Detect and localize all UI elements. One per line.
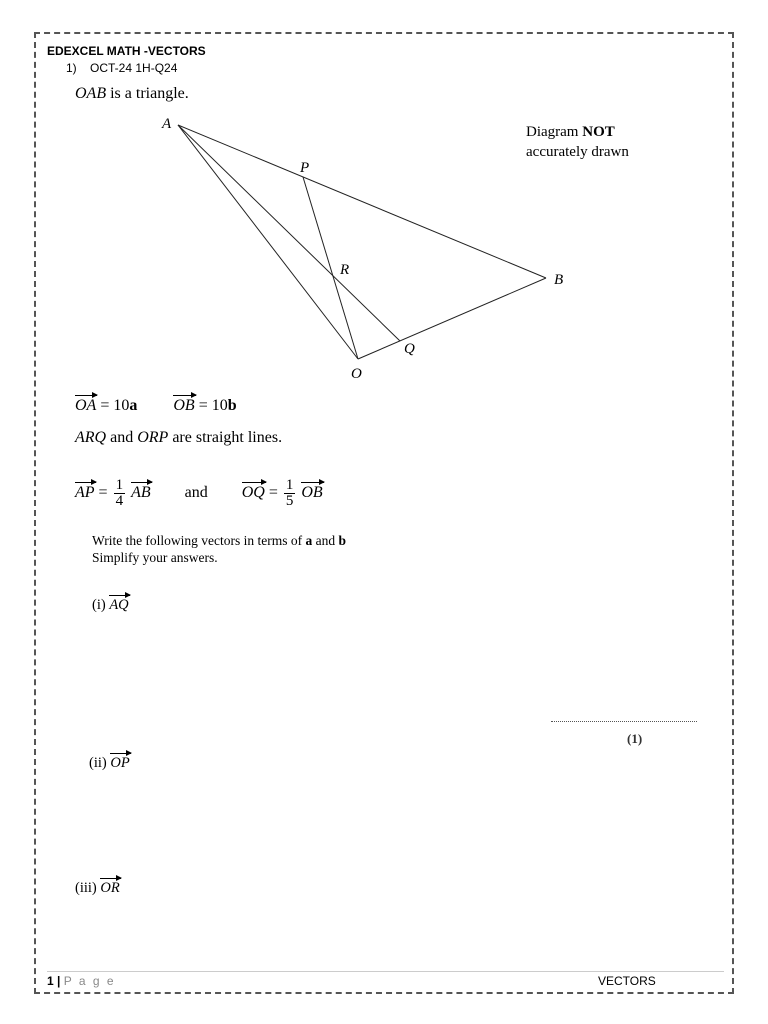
part-vector: AQ (109, 597, 129, 613)
edge-oa (178, 125, 358, 359)
vector-ob: OB (173, 397, 195, 414)
note-line-1: Diagram NOT (526, 124, 615, 140)
fraction-one-quarter: $\frac{1}{4}$ (115, 477, 124, 509)
part-label: (iii) (75, 880, 97, 896)
instruction-line-2: Simplify your answers. (92, 550, 218, 565)
vector-oa: OA (75, 397, 97, 414)
answer-line[interactable] (551, 721, 697, 722)
label-q: Q (404, 341, 415, 357)
vector-ob-value: = 10 (198, 397, 228, 414)
part-iii (75, 880, 120, 897)
footer-page (47, 974, 116, 988)
question-ref: OCT-24 1H-Q24 (90, 61, 178, 75)
straight-lines-statement: ARQ and ORP are straight lines. (75, 429, 283, 446)
fraction-one-fifth: $\frac{1}{5}$ (285, 477, 294, 509)
document-title: EDEXCEL MATH -VECTORS (47, 44, 206, 58)
instructions (92, 532, 346, 566)
edge-ab (178, 125, 546, 278)
label-r: R (340, 262, 350, 278)
footer-rule (47, 971, 724, 972)
page-number: 1 (47, 974, 54, 988)
instruction-line-1: Write the following vectors in terms of a and b (92, 533, 347, 548)
intro-text (75, 85, 189, 103)
and-word: and (184, 484, 208, 502)
line-orp (303, 177, 358, 359)
ratio-statement: AP = $\frac{1}{4}$ AB and OQ = $\frac{1}{5}$ OB (75, 477, 323, 509)
footer-section: VECTORS (598, 974, 656, 988)
part-vector: OP (110, 755, 130, 771)
triangle-name: OAB (75, 85, 107, 102)
line-arq-name: ARQ (75, 429, 107, 446)
footer-separator: | (57, 974, 61, 988)
label-p: P (300, 160, 310, 176)
vector-oq: OQ (241, 484, 265, 502)
label-o: O (351, 366, 362, 382)
given-vectors (75, 397, 237, 415)
note-bold: NOT (582, 124, 615, 140)
part-i (92, 597, 129, 614)
vector-a: a (129, 397, 138, 414)
vector-b: b (227, 397, 237, 414)
vector-ap: AP (75, 484, 95, 502)
line-orp-name: ORP (137, 429, 169, 446)
vector-oa-value: = 10 (100, 397, 130, 414)
part-label: (ii) (89, 755, 107, 771)
part-label: (i) (92, 597, 106, 613)
edge-ob (358, 278, 546, 359)
vector-ob-2: OB (301, 484, 323, 502)
vector-ab: AB (131, 484, 151, 502)
label-a: A (162, 116, 172, 132)
line-arq (178, 125, 400, 341)
intro-sentence: is a triangle. (110, 85, 189, 102)
question-number: 1) (66, 61, 77, 75)
part-vector: OR (100, 880, 120, 896)
question-header (66, 61, 177, 75)
part-ii (89, 755, 130, 772)
marks-label: (1) (627, 731, 643, 746)
page-word: P a g e (63, 974, 116, 988)
label-b: B (554, 272, 564, 288)
diagram-note (526, 122, 629, 162)
note-line-2: accurately drawn (526, 144, 629, 160)
